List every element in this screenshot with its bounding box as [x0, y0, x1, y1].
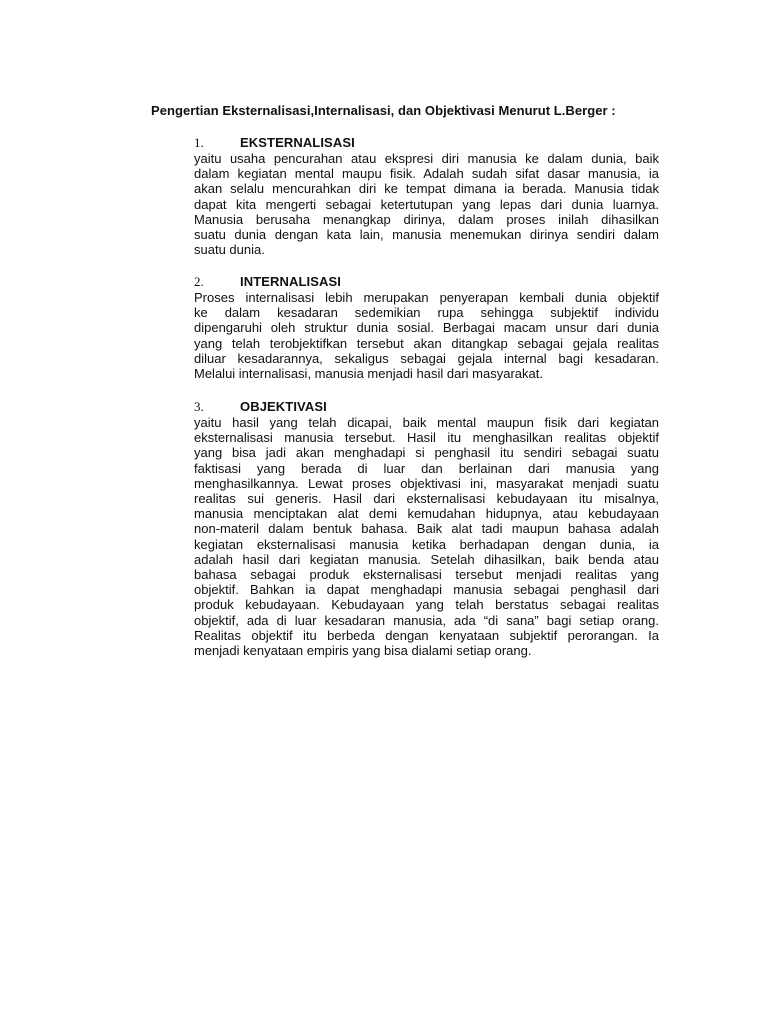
section-number: 1.: [194, 135, 204, 150]
section-body: [194, 290, 659, 381]
body-line: produk kebudayaan. Kebudayaan yang telah berstatus sebagai realitas: [194, 597, 659, 613]
body-line: yang bisa jadi akan menghadapi si penghasil itu sendiri sebagai suatu: [194, 445, 659, 461]
body-line: Realitas objektif itu berbeda dengan kenyataan subjektif perorangan. Ia: [194, 627, 659, 643]
body-line: menjadi kenyataan empiris yang bisa dialami setiap orang.: [194, 643, 532, 659]
body-line: Manusia berusaha menangkap dirinya, dalam proses inilah dihasilkan: [194, 211, 659, 227]
section-heading: [194, 399, 659, 415]
body-line: dapat kita mengerti sebagai ketertutupan yang lepas dari dunia luarnya.: [194, 196, 659, 212]
body-line: yaitu usaha pencurahan atau ekspresi diri manusia ke dalam dunia, baik: [194, 151, 659, 166]
body-line: akan selalu mencurahkan diri ke tempat dimana ia berada. Manusia tidak: [194, 181, 659, 197]
body-line: adalah hasil dari kegiatan manusia. Setelah dihasilkan, baik benda atau: [194, 551, 659, 567]
body-line: kegiatan eksternalisasi manusia ketika berhadapan dengan dunia, ia: [194, 536, 659, 552]
section-number: 3.: [194, 399, 204, 414]
body-line: menghasilkannya. Lewat proses objektivasi ini, masyarakat menjadi suatu: [194, 475, 659, 491]
section-title: EKSTERNALISASI: [240, 135, 355, 150]
body-line: dipengaruhi oleh struktur dunia sosial. Berbagai macam unsur dari dunia: [194, 320, 659, 336]
section-heading: [194, 274, 659, 290]
body-line: bahasa sebagai produk eksternalisasi tersebut menjadi realitas yang: [194, 567, 659, 583]
body-line: dalam kegiatan mental maupu fisik. Adalah sudah sifat dasar manusia, ia: [194, 166, 659, 182]
section-body: [194, 415, 659, 658]
body-line: faktisasi yang berada di luar dan berlainan dari manusia yang: [194, 460, 659, 476]
body-line: objektif, ada di luar kesadaran manusia, ada “di sana” bagi setiap orang.: [194, 612, 659, 628]
section-title: OBJEKTIVASI: [240, 399, 327, 414]
body-line: non-materil dalam bentuk bahasa. Baik alat tadi maupun bahasa adalah: [194, 521, 659, 537]
section-body: [194, 151, 659, 257]
section-heading: [194, 135, 659, 151]
body-line: diluar kesadarannya, sekaligus sebagai gejala internal bagi kesadaran.: [194, 350, 659, 366]
body-line: eksternalisasi manusia tersebut. Hasil itu menghasilkan realitas objektif: [194, 430, 659, 446]
body-line: Proses internalisasi lebih merupakan penyerapan kembali dunia objektif: [194, 290, 659, 305]
section-title: INTERNALISASI: [240, 274, 341, 289]
body-line: manusia menciptakan alat demi kemudahan hidupnya, atau kebudayaan: [194, 506, 659, 522]
section-number: 2.: [194, 274, 204, 289]
body-line: objektif. Bahkan ia dapat menghadapi manusia sebagai penghasil dari: [194, 582, 659, 598]
body-line: suatu dunia.: [194, 242, 265, 258]
body-line: yaitu hasil yang telah dicapai, baik mental maupun fisik dari kegiatan: [194, 415, 659, 430]
document-title: Pengertian Eksternalisasi,Internalisasi, dan Objektivasi Menurut L.Berger :: [151, 103, 616, 118]
body-line: Melalui internalisasi, manusia menjadi hasil dari masyarakat.: [194, 366, 543, 382]
body-line: realitas sui generis. Hasil dari eksternalisasi kebudayaan itu misalnya,: [194, 491, 659, 507]
body-line: yang telah terobjektifkan tersebut akan ditangkap sebagai gejala realitas: [194, 335, 659, 351]
section-internalisasi: [194, 274, 659, 381]
section-objektivasi: [194, 399, 659, 658]
body-line: ke dalam kesadaran sedemikian rupa sehingga subjektif individu: [194, 305, 659, 321]
section-eksternalisasi: [194, 135, 659, 257]
body-line: suatu dunia dengan kata lain, manusia menemukan dirinya sendiri dalam: [194, 227, 659, 243]
